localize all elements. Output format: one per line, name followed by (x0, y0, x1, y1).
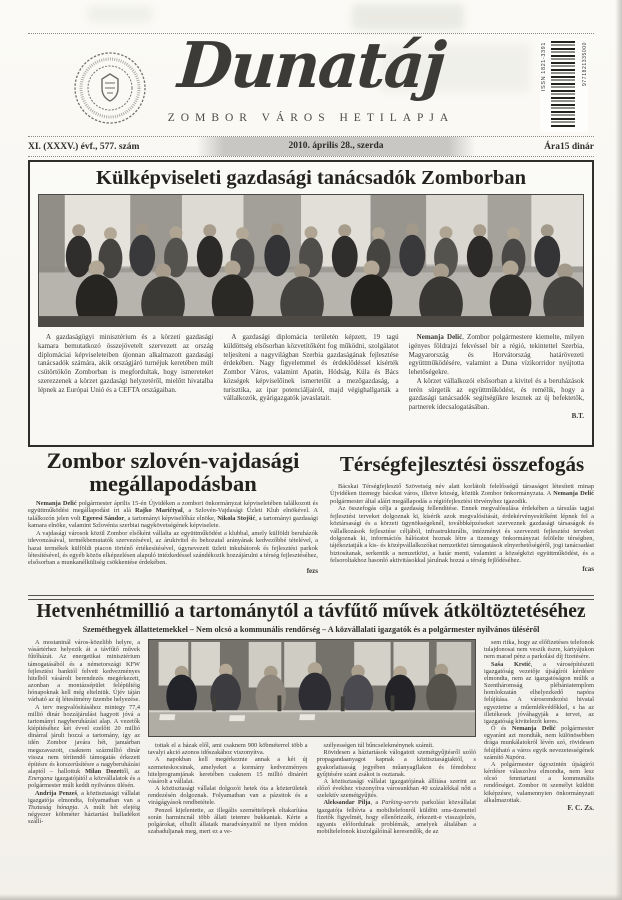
conference-photo (38, 194, 584, 327)
article-column (409, 333, 584, 421)
issue-number: XI. (XXXV.) évf., 577. szám (28, 141, 140, 152)
text-segment: , Zombor polgármestere kiemelte, milyen igényes földrajzi fekvéssel bír a régió, tekintettel Szerbia, Magyarország és Horvátország határövezeti együttműködésére, valamint a Duna vízikorridor nyújtotta lehetőségekre. (408, 333, 584, 376)
byline: B.T. (571, 411, 584, 420)
bottom-subhead: Szeméthegyek állattetemekkel – Nem olcsó a kommunális rendőrség – A közvállalati igazgatók és a polgármester nyilvános üléséről (82, 625, 540, 634)
body-paragraph (28, 704, 140, 790)
text-segment: Napóra (505, 753, 525, 761)
text-segment: , a városépítészeti igazgatóság vezetője újságírói kérdésre elmondta, nem az igazgatóságon múlik a Szentháromság plébániatemplom homlokzatán elhelyezkedő napóra felújítása. A városrendezési hivatal egyeztetne a műemlékvédőkkel, s ha az illetékesek jóváhagyják a tervet, az igazgatóság kivitelezőt keres. (484, 660, 594, 725)
barcode-digits: 9771821335000 (582, 42, 588, 86)
body-paragraph (317, 799, 477, 835)
publication-date: 2010. április 28., szerda (196, 137, 476, 156)
text-segment: Rövidesen a háztartások válogatott szemétgyűjtésről szóló propagandaanyagot kapnak a köztisztaságiaktól, s gyakorlatiasság jegyében műanyagflakon és fémdoboz gyűjtésére szánt zsákot is osztanak. (316, 749, 476, 778)
issn-text: ISSN 1821-3391 (541, 42, 547, 92)
article-column (330, 483, 594, 565)
article-column (317, 742, 477, 835)
body-paragraph (148, 807, 308, 836)
body-paragraph (317, 749, 477, 778)
body-paragraph (484, 761, 594, 804)
article-column-text (409, 333, 584, 412)
byline: fezs (306, 566, 318, 575)
newspaper-subtitle: ZOMBOR VÁROS HETILAPJA (167, 112, 455, 124)
text-segment: A köztisztasági vállalat igazgatójának állítása szerint az előző évekhez viszonyítva városunkban 40 százalékkal nőtt a szelektív szemétgyűjtés. (316, 777, 476, 800)
text-segment: A gazdaságügyi minisztérium és a körzeti gazdasági kamara bemutatkozó összejövetelt szervezett az ország diplomáciai képviseleteiben újonnan alkalmazott gazdasági tanácsadók számára, akik országjáró turnéjuk keretében múlt csütörtökön Zomborban is megfordultak, hogy ismereteket szerezzenek a körzet gazdasági helyzetéről, mielőtt hivatalba lépnek az Európai Unió és a CEFTA országaiban. (38, 333, 214, 394)
text-segment: polgármester egyaránt azt mondták, nem különösebben drága munkálatokról lévén szó, rövidesen felújítható a város egyik nevezetességének számító (484, 725, 594, 761)
article-column (148, 742, 308, 835)
press-conference-photo (148, 639, 476, 737)
text-segment: Tisztaság hónapja (28, 803, 78, 811)
text-segment: Parking-servis (381, 799, 419, 807)
body-paragraph (317, 742, 477, 749)
text-segment: , a tartományi gazdasági kamara elnöke, valamint Szlovénia szerbiai nagykövetségének képviselete. (28, 514, 318, 530)
text-segment: Andrija Penzeš (35, 789, 78, 797)
article-column (223, 333, 398, 421)
price: Ára15 dinár (544, 141, 594, 152)
text-segment: . A múlt hét elejéig négyezer köbméter háztartási hulladékot szállí- (28, 803, 140, 826)
scan-edge (0, 894, 622, 900)
text-segment: . (524, 753, 526, 761)
bottom-article (28, 601, 594, 895)
text-segment: A terv megvalósításához mintegy 77,4 millió dinár hozzájárulást hagyott jóvá a tartományi nagyberuházási alap. A vezetők kiépítéséhez két évvel ezelőtt 20 millió dinárral járult hozzá a tartomány, így az idén Zombor javára hét, januárban megszavazott, csaknem százmillió dinár vissza nem térítendő támogatás érkezett építésre és korszerűsítésre a nagyberuházási alaptól – hallottuk (28, 703, 140, 776)
bottom-center (148, 639, 476, 835)
text-segment: Az összefogás célja a gazdaság fellendítése. Ennek megvalósulása érdekében a társulás tagjai fejlesztési terveket dolgoznak ki, kísérik azok megvalósítását, érdekérvényesítőként lépnek fel a köztársasági és a körzeti ügynökségeknél, továbbképzéseket szerveznek gazdasági társaságok és vállalkozások fejlesztése céljából, infrastrukturális, intézményi és szervezeti fejlesztési terveket dolgoznak ki, információs hálózatot hoznak létre a tizenegy önkormányzat felölelte térségben, tájékoztatják a kis- és középvállalkozókat nemzetközi támogatások elnyerhetőségéről, jogi tanácsadást biztosítanak, serkentik a nemzetközi, a határ menti, valamint a községközi együttműködést, és a felsoroltakhoz hasonló aktivitásokkal járulnak hozzá a térség fejlődéséhez. (330, 505, 594, 565)
body-paragraph (148, 785, 308, 807)
bottom-headline: Hetvenhétmillió a tartománytól a távfűtő művek átköltöztetéséhez (36, 601, 586, 622)
article-column (38, 333, 213, 421)
newspaper-title: Dunatáj (175, 28, 447, 102)
body-paragraph (38, 333, 213, 394)
barcode-bars (551, 41, 575, 127)
text-segment: , a Szlovén-Vajdasági Üzleti Klub elnökével. A találkozón jelen volt (28, 507, 318, 522)
body-paragraph (28, 500, 318, 530)
body-paragraph (409, 377, 584, 412)
dateline (28, 136, 594, 157)
text-segment: sem ritka, hogy az előfizetéses telefonok tulajdonosai nem veszik észre, kártyájukon nem marad pénz a parkolási díj fizetésére. (484, 639, 594, 661)
text-segment: tottak el a házak elől, ami csaknem 900 köbméterrel több a tavalyi akció azonos időszakához viszonyítva. (148, 742, 308, 757)
body-paragraph (28, 639, 140, 704)
byline: fcas (582, 564, 594, 573)
scan-edge (615, 0, 622, 900)
text-segment: A napokban kell megérkeznie annak a két új szemeteskocsinak, amelyeket a kormány kedvezményes hitelprogramjának keretében csaknem 15 millió dinárért vásárolt a vállalat. (148, 756, 308, 785)
text-segment: , a (370, 799, 382, 807)
show-through-ghost (352, 4, 464, 30)
lead-headline: Külképviseleti gazdasági tanácsadók Zomborban (96, 167, 526, 189)
headline-line2: megállapodásban (89, 470, 257, 496)
agreement-article (28, 450, 318, 593)
article-column (28, 639, 140, 835)
article-column (28, 500, 318, 567)
text-segment: A körzet vállalkozói elsősorban a kivitel és a beruházások terén sürgetik az együttműködést, és remélik, hogy a gazdasági tanácsadók segítségükre lesznek az új befektetők, partnerek idecsalogatásában. (408, 376, 584, 411)
body-paragraph (148, 742, 308, 756)
body-paragraph (484, 639, 594, 661)
issn-barcode (540, 38, 588, 132)
text-segment: Nemanja Delić (553, 490, 594, 498)
body-paragraph (223, 333, 398, 403)
body-paragraph (484, 725, 594, 761)
text-segment: A vajdasági városok közül Zombor elsőként vállalta az együttműködést a klubbal, amely külföldi beruházók idevonzásával, termékbemutatók szervezésével, az árukivitel és behozatal arányának kedvezőbbé tételével, a hazai termékek külföldi piacon történő értékesítésével, úgynevezett üzleti inkubátorok és fejlesztési parkok létesítésével, és egyéb közös elképzelésen alapuló intézkedéssel szándékozik hozzájárulni a térség fejlesztéséhez, elsősorban a munkanélküliség csökkentése érdekében. (28, 529, 318, 567)
text-segment: Milan Dozet (85, 768, 122, 776)
second-row-articles (28, 450, 594, 593)
text-segment: Rajko Marićtyal (135, 507, 183, 515)
text-segment: szélyességen túl bűncselekménynek számít. (323, 742, 434, 749)
headline-line1: Zombor szlovén-vajdasági (46, 450, 300, 473)
text-segment: Energana (28, 775, 53, 783)
body-paragraph (409, 333, 584, 377)
text-segment: A polgármester úgyszintén újságírói kérdésre válaszolva elmondta, nem lesz olcsó fenntartani a kommunális rendőrséget. Zombor öt személyt küldött kiképzésre, valamennyien önkormányzati alkalmazottak. (484, 760, 594, 804)
text-segment: A gazdasági diplomácia területén képzett, 19 tagú küldöttség elsősorban közvetítőként fog működni, szolgálatot teljesíteni a nagyvilágban Szerbia gazdaságának fejlesztése érdekében. Nagy figyelemmel és érdeklődéssel kísérték Zombor Város, valamint Apatin, Hódság, Kúla és Bács községek képviselőinek ismertetőit a mezőgazdaság, a turisztika, az ipar potenciáljairól, majd végighallgatták a vállalkozók, gyárigazgatók javaslatait. (223, 333, 399, 403)
show-through-ghost (88, 6, 152, 22)
text-segment: Ő és (491, 725, 512, 733)
article-column-text (484, 639, 594, 804)
byline: F. C. Zs. (567, 802, 594, 812)
text-segment: Nemanja Delić (511, 725, 556, 733)
body-paragraph (28, 530, 318, 567)
text-segment: Egeresi Sándor (82, 514, 125, 522)
bottom-center-columns (148, 742, 476, 835)
body-paragraph (28, 790, 140, 826)
text-segment: , a tartományi képviselőház elnöke, (124, 514, 218, 522)
text-segment: polgármester által aláírt megállapodás a régiófejlesztési törvényhez igazodik. (330, 497, 528, 505)
text-segment: Aleksandar Pilja (323, 799, 371, 807)
text-segment: Saša Krstić (491, 660, 531, 668)
text-segment: Penzeš kijelentette, az illegális szeméttelepek eltakarítása során harmincnál több állati tetemre bukkantak. Kérte a polgárokat, elhullt állataik maradványaitól ne ilyen módon szabaduljanak meg, mert ez a ve- (148, 806, 308, 836)
body-paragraph (317, 778, 477, 800)
regional-headline: Térségfejlesztési összefogás (339, 452, 585, 476)
lead-article (28, 160, 594, 447)
text-segment: Nikola Stojšić (217, 514, 256, 522)
text-segment: Nemanja Delić (36, 500, 77, 507)
text-segment: , a köztisztasági vállalat igazgatója elmondta, folyamatban van a (28, 789, 140, 804)
text-segment: igazgatójától a közvállalatok és a polgármester múlt keddi nyilvános ülésén. (28, 775, 140, 790)
body-paragraph (484, 661, 594, 726)
agreement-headline (28, 450, 318, 495)
article-column (484, 639, 594, 835)
text-segment: polgármester április 15-én Újvidéken a zombori önkormányzat képviseletében találkozott és együttműködési megállapodást írt alá (28, 500, 318, 515)
masthead (28, 28, 594, 134)
body-paragraph (148, 756, 308, 785)
text-segment: től, az (121, 768, 140, 776)
text-segment: A mostaninál város-közelibb helyre, a vásártérhez helyezik át a távfűtő művek fűtőházát. Az energetikai minisztérium támogatásából és a németországi KFW fejlesztési banktól felvett kedvezményes hitelből vásárolt berendezés megérkezett, azonban a montázsépület felépültéig hónapoknak kell még eltelniük. Újév táján várható az új létesítmény üzembe helyezése. (28, 639, 140, 704)
text-segment: A köztisztasági vállalat dolgozói hetek óta a közterületek rendezésén dolgoznak. Folyamatban van a pázsitok és a virágágyások rendbetétele. (148, 785, 308, 807)
text-segment: parkolási közvállalat igazgatója felhívta a mobiltelefonról küldött sms-üzenettel fizetők figyelmét, hogy ellenőrizzék, érkezett-e visszajelzés, ugyanis előfordulnak problémák, amelyek általában a mobiltelefonok kiszolgálóinál keresendők, de az (316, 799, 476, 836)
text-segment: Bácskai Térségfejlesztő Szövetség név alatt korlátolt felelősségű társaságot létesített minap Újvidéken tizenegy bácskai város, illetve község, köztük Zombor önkormányzata. A (330, 483, 594, 498)
section-divider (28, 595, 594, 600)
bottom-article-body (28, 639, 594, 835)
lead-article-body (38, 333, 584, 421)
body-paragraph (330, 483, 594, 505)
text-segment: Nemanja Delić (416, 333, 463, 341)
body-paragraph (330, 505, 594, 564)
regional-article (330, 450, 594, 593)
